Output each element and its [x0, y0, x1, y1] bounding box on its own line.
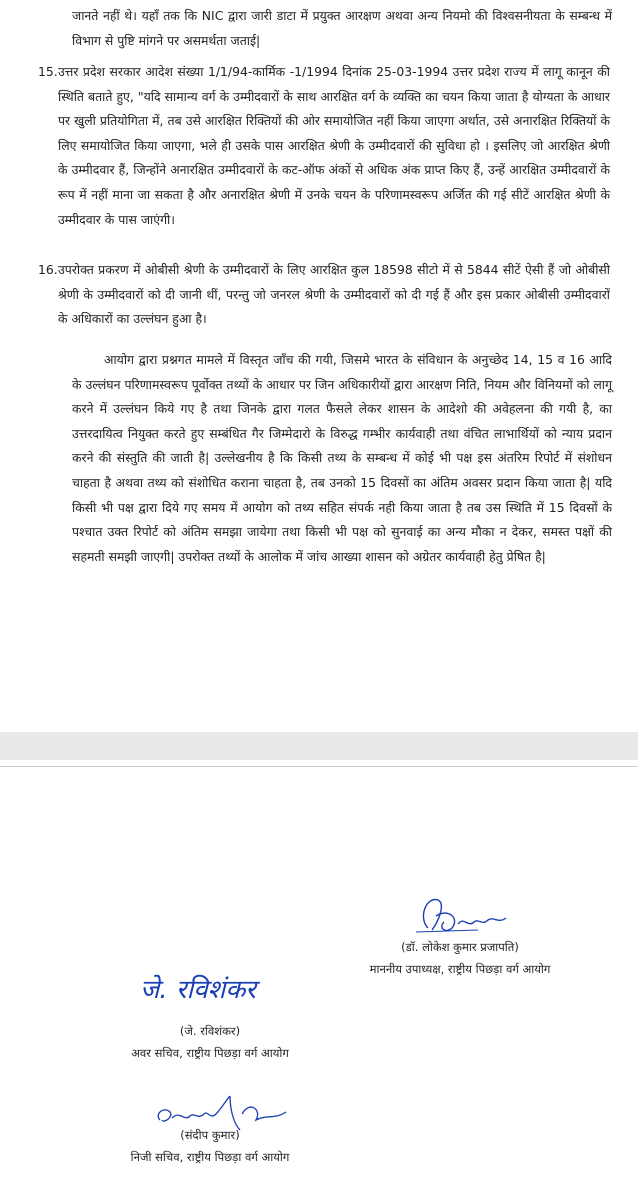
signatory-sandeep	[90, 1124, 330, 1168]
signatory-designation: निजी सचिव, राष्ट्रीय पिछड़ा वर्ग आयोग	[130, 1150, 290, 1164]
continuation-text: जानते नहीं थे। यहाँ तक कि NIC द्वारा जारी डाटा में प्रयुक्त आरक्षण अथवा अन्य नियमो की विश्वसनीयता के सम्बन्ध में विभाग से पुष्टि मांगने पर असमर्थता जताई|	[72, 8, 612, 48]
signature-ravishankar: जे. रविशंकर	[140, 975, 256, 1005]
item-15	[38, 60, 610, 232]
signature-text: Lokesh	[408, 888, 412, 889]
page-edge	[0, 760, 638, 767]
item-text: उपरोक्त प्रकरण में ओबीसी श्रेणी के उम्मीदवारों के लिए आरक्षित कुल 18598 सीटो में से 5844 सीटें ऐसी हैं जो ओबीसी श्रेणी के उम्मीदवारों को दी जानी थीं, परन्तु जो जनरल श्रेणी के उम्मीदवारों को दी गई हैं और इस प्रकार ओबीसी उम्मीदवारों के अधिकारों का उल्लंघन हुआ है।	[58, 262, 610, 327]
item-number: 16.	[38, 262, 58, 277]
item-number: 15.	[38, 64, 58, 79]
signatory-ravishankar	[90, 1020, 330, 1064]
signature-text: Sandeep Kumar	[150, 1090, 158, 1091]
signatory-lokesh	[325, 936, 595, 980]
document-page-2	[0, 760, 638, 1200]
item-text: उत्तर प्रदेश सरकार आदेश संख्या 1/1/94-कार्मिक -1/1994 दिनांक 25-03-1994 उत्तर प्रदेश राज्य में लागू कानून की स्थिति बताते हुए, "यदि सामान्य वर्ग के उम्मीदवारों के साथ आरक्षित वर्ग के व्यक्ति का चयन किया जाता है योग्यता के आधार पर खुली प्रतियोगिता में, तब उसे आरक्षित रिक्तियों की ओर समायोजित नहीं किया जाएगा अर्थात, उसे अनारक्षित रिक्तियों के लिए समायोजित किया जाएगा, भले ही उसके पास आरक्षित श्रेणी के उम्मीदवारों की सुविधा हो । इसलिए जो आरक्षित श्रेणी के उम्मीदवार हैं, जिन्होंने अनारक्षित उम्मीदवारों के कट-ऑफ अंकों से अधिक अंक प्राप्त किए हैं, उन्हें आरक्षित उम्मीदवारों के रूप में नहीं माना जा सकता है और अनारक्षित श्रेणी में उनके चयन के परिणामस्वरूप अर्जित की गई सीटें आरक्षित श्रेणी के उम्मीदवार के पास जाएंगी।	[58, 64, 610, 227]
main-paragraph: आयोग द्वारा प्रश्नगत मामले में विस्तृत जाँच की गयी, जिसमे भारत के संविधान के अनुच्छेद 14, 15 व 16 आदि के उल्लंघन परिणामस्वरूप पूर्वोक्त तथ्यों के आधार पर जिन अधिकारीयों द्वारा आरक्षण निति, नियम और विनियमों को लागू करने में उल्लंघन किये गए है तथा जिनके द्वारा गलत फैसले लेकर शासन के आदेशो की अवेहलना की गयी है, का उत्तरदायित्व नियुक्त करते हुए सम्बंधित गैर जिम्मेदारो के विरुद्ध गम्भीर कार्यवाही तथा वंचित लाभार्थियों को न्याय प्रदान करने की संस्तुति की जाती है| उल्लेखनीय है कि किसी तथ्य के सम्बन्ध में कोई भी पक्ष इस अंतरिम रिपोर्ट में संशोधन चाहता है अथवा तथ्य को संशोधित कराना चाहता है, तब उनको 15 दिवसों का अंतिम अवसर प्रदान किया जाता है| यदि किसी भी पक्ष द्वारा दिये गए समय में आयोग को तथ्य सहित संपर्क नही किया जाता है तब उस स्थिति में 15 दिवसों के पश्चात उक्त रिपोर्ट को अंतिम समझा जायेगा तथा किसी भी पक्ष को सुनवाई का अन्य मौका न देकर, समस्त पक्षों की सहमती समझी जाएगी| उपरोक्त तथ्यों के आलोक में जांच आख्या शासन को अग्रेतर कार्यवाही हेतु प्रेषित है|	[72, 352, 612, 564]
signatory-name: (संदीप कुमार)	[180, 1128, 240, 1142]
signatory-designation: अवर सचिव, राष्ट्रीय पिछड़ा वर्ग आयोग	[131, 1046, 289, 1060]
signatory-designation: माननीय उपाध्यक्ष, राष्ट्रीय पिछड़ा वर्ग आयोग	[369, 962, 551, 976]
item-16	[38, 258, 610, 332]
signatory-name: (जे. रविशंकर)	[179, 1024, 241, 1038]
signatory-name: (डॉ. लोकेश कुमार प्रजापति)	[401, 940, 519, 954]
